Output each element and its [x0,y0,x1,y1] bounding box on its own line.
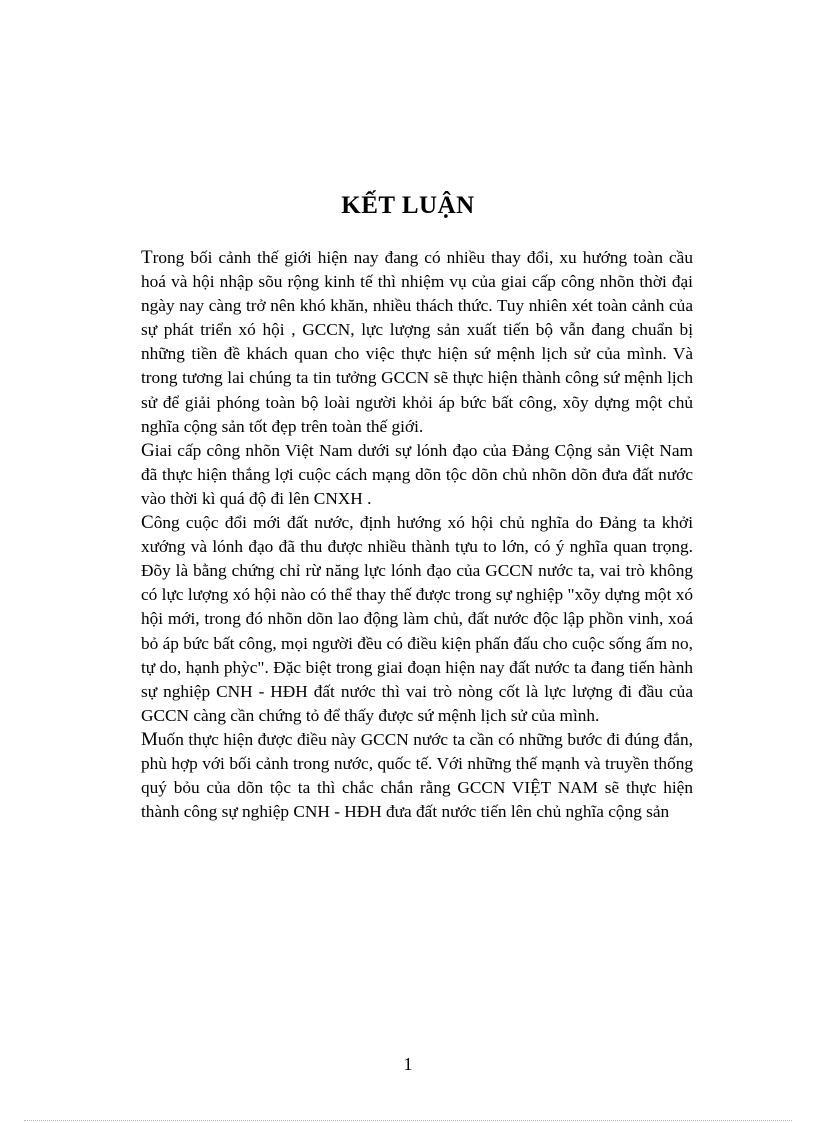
paragraph-4: Muốn thực hiện được điều này GCCN nước ta cần có những bước đi đúng đắn, phù hợp với bối cảnh trong nước, quốc tế. Với những thế mạnh và truyền thống quý bỏu của dõn tộc ta thì chắc chắn rằng GCCN VIỆT NAM sẽ thực hiện thành công sự nghiệp CNH - HĐH đưa đất nước tiến lên chủ nghĩa cộng sản [141,728,693,822]
body-text [141,246,693,824]
page-title: KẾT LUẬN [341,192,475,219]
page-bottom-divider [24,1120,792,1121]
paragraph-3: Công cuộc đổi mới đất nước, định hướng xó hội chủ nghĩa do Đảng ta khởi xướng và lónh đạo đã thu được nhiều thành tựu to lớn, có ý nghĩa quan trọng. Đõy là bằng chứng chỉ rừ năng lực lónh đạo của GCCN nước ta, vai trò không có lực lượng xó hội nào có thể thay thế được trong sự nghiệp "xõy dựng một xó hội mới, trong đó nhõn dõn lao động làm chủ, đất nước độc lập phồn vinh, xoá bỏ áp bức bất công, mọi người đều có điều kiện phấn đấu cho cuộc sống ấm no, tự do, hạnh phỳc". Đặc biệt trong giai đoạn hiện nay đất nước ta đang tiến hành sự nghiệp CNH - HĐH đất nước thì vai trò nòng cốt là lực lượng đi đầu của GCCN càng cần chứng tỏ để thấy được sứ mệnh lịch sử của mình. [141,512,693,725]
paragraph-2: Giai cấp công nhõn Việt Nam dưới sự lónh đạo của Đảng Cộng sản Việt Nam đã thực hiện thắng lợi cuộc cách mạng dõn tộc dõn chủ nhõn dõn đưa đất nước vào thời kì quá độ đi lên CNXH . [141,439,693,508]
paragraph-1: Trong bối cảnh thế giới hiện nay đang có nhiều thay đổi, xu hướng toàn cầu hoá và hội nhập sõu rộng kinh tế thì nhiệm vụ của giai cấp công nhõn thời đại ngày nay càng trở nên khó khăn, nhiều thách thức. Tuy nhiên xét toàn cảnh của sự phát triển xó hội , GCCN, lực lượng sản xuất tiến bộ vẫn đang chuẩn bị những tiền đề khách quan cho việc thực hiện sứ mệnh lịch sử của mình. Và trong tương lai chúng ta tin tưởng GCCN sẽ thực hiện thành công sứ mệnh lịch sử để giải phóng toàn bộ loài người khỏi áp bức bất công, xõy dựng một chủ nghĩa cộng sản tốt đẹp trên toàn thế giới. [141,247,693,436]
page-number: 1 [403,1054,413,1074]
